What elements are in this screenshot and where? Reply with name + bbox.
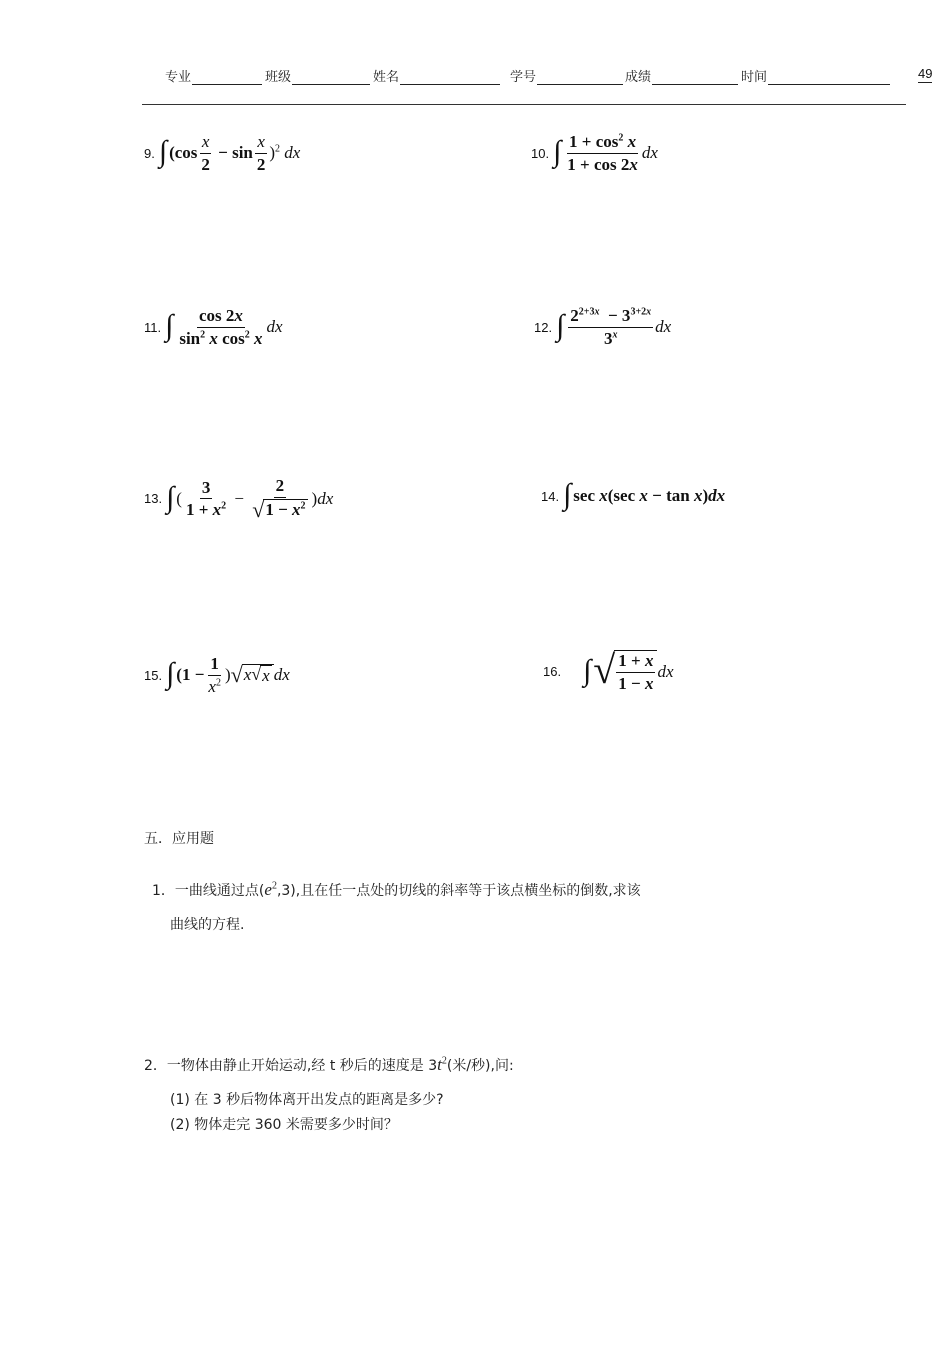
question-text: 一物体由静止开始运动,经 t 秒后的速度是 3 [166,1058,438,1074]
question-number: 1． [152,883,175,899]
problem-number: 13. [144,491,163,507]
problem-number: 14. [541,488,560,504]
integral-sign: ∫ [158,135,168,169]
integral-sign: ∫ [563,478,572,511]
problem-13: 13. ∫ ( $\frac{3}{1 + x^2}$ − 2 √ $1 - x^2$ )dx [144,476,334,522]
field-time [741,66,890,85]
question-1: 1．一曲线通过点$(e^2,3)$,且在任一点处的切线的斜率等于该点横坐标的倒数,求该 [152,880,641,899]
integral-sign: ∫ [165,309,174,343]
page-number: 49 [918,66,933,81]
fill-blank[interactable] [192,70,262,85]
field-score [625,66,738,85]
section-title: 五．应用题 [144,831,214,847]
problem-number: 15. [144,667,163,683]
field-label: 时间 [741,70,768,85]
field-student-id [510,66,623,85]
problem-number: 9. [144,145,155,161]
problem-15: 15. ∫ (1 − $\frac{1}{x^2}$ ) √ x √ x dx [144,654,290,696]
problem-number: 11. [144,319,162,335]
question-2-sub-1: (1) 在 3 秒后物体离开出发点的距离是多少? [170,1092,444,1108]
field-label: 班级 [265,70,292,85]
problem-14: 14. ∫ sec x(sec x − tan x)dx [541,478,726,511]
problem-16: 16. ∫ √ $\frac{1 + x}{1 - x}$ dx [543,647,674,693]
header-rule [142,104,906,105]
fill-blank[interactable] [537,70,623,85]
integral-sign: ∫ [556,309,565,343]
field-label: 学号 [510,70,537,85]
question-2-sub-2: (2) 物体走完 360 米需要多少时间？ [170,1117,398,1133]
problem-12: 12. ∫ $\frac{2^{2+3x} - 3^{3+2x}}{3^x}$ dx [534,306,672,348]
integral-sign: ∫ [166,657,175,691]
problem-number: 12. [534,319,553,335]
header [165,66,925,88]
field-class [265,66,370,85]
question-text: (米/秒),问: [446,1058,514,1074]
integral-sign: ∫ [553,135,562,169]
question-number: 2． [144,1058,167,1074]
problem-11: 11. ∫ $\frac{\cos 2x}{\sin^2 x \cos^2 x}$ dx [144,306,283,348]
question-text: 一曲线通过点( [174,883,265,899]
field-name [373,66,500,85]
field-label: 姓名 [373,70,400,85]
fill-blank[interactable] [400,70,500,85]
integral-sign: ∫ [166,480,175,514]
problem-10: 10. ∫ $\frac{1 + \cos^2 x}{1 + \cos 2x}$ dx [531,132,658,174]
problem-9: 9. ∫ (cos $\frac{x}{2}$ − sin $\frac{x}{2}$ )$^2$ dx [144,132,301,174]
question-text: ,3),且在任一点处的切线的斜率等于该点横坐标的倒数,求该 [276,883,641,899]
fill-blank[interactable] [652,70,738,85]
problem-number: 16. [543,664,562,680]
question-2: 2．一物体由静止开始运动,经 t 秒后的速度是 $3t^2$(米/秒),问: [144,1055,514,1074]
fill-blank[interactable] [768,70,890,85]
integral-sign: ∫ [583,653,592,687]
question-1-cont: 曲线的方程. [170,917,245,933]
problem-number: 10. [531,145,550,161]
field-major [165,66,262,85]
field-label: 成绩 [625,70,652,85]
fill-blank[interactable] [292,70,370,85]
field-label: 专业 [165,70,192,85]
